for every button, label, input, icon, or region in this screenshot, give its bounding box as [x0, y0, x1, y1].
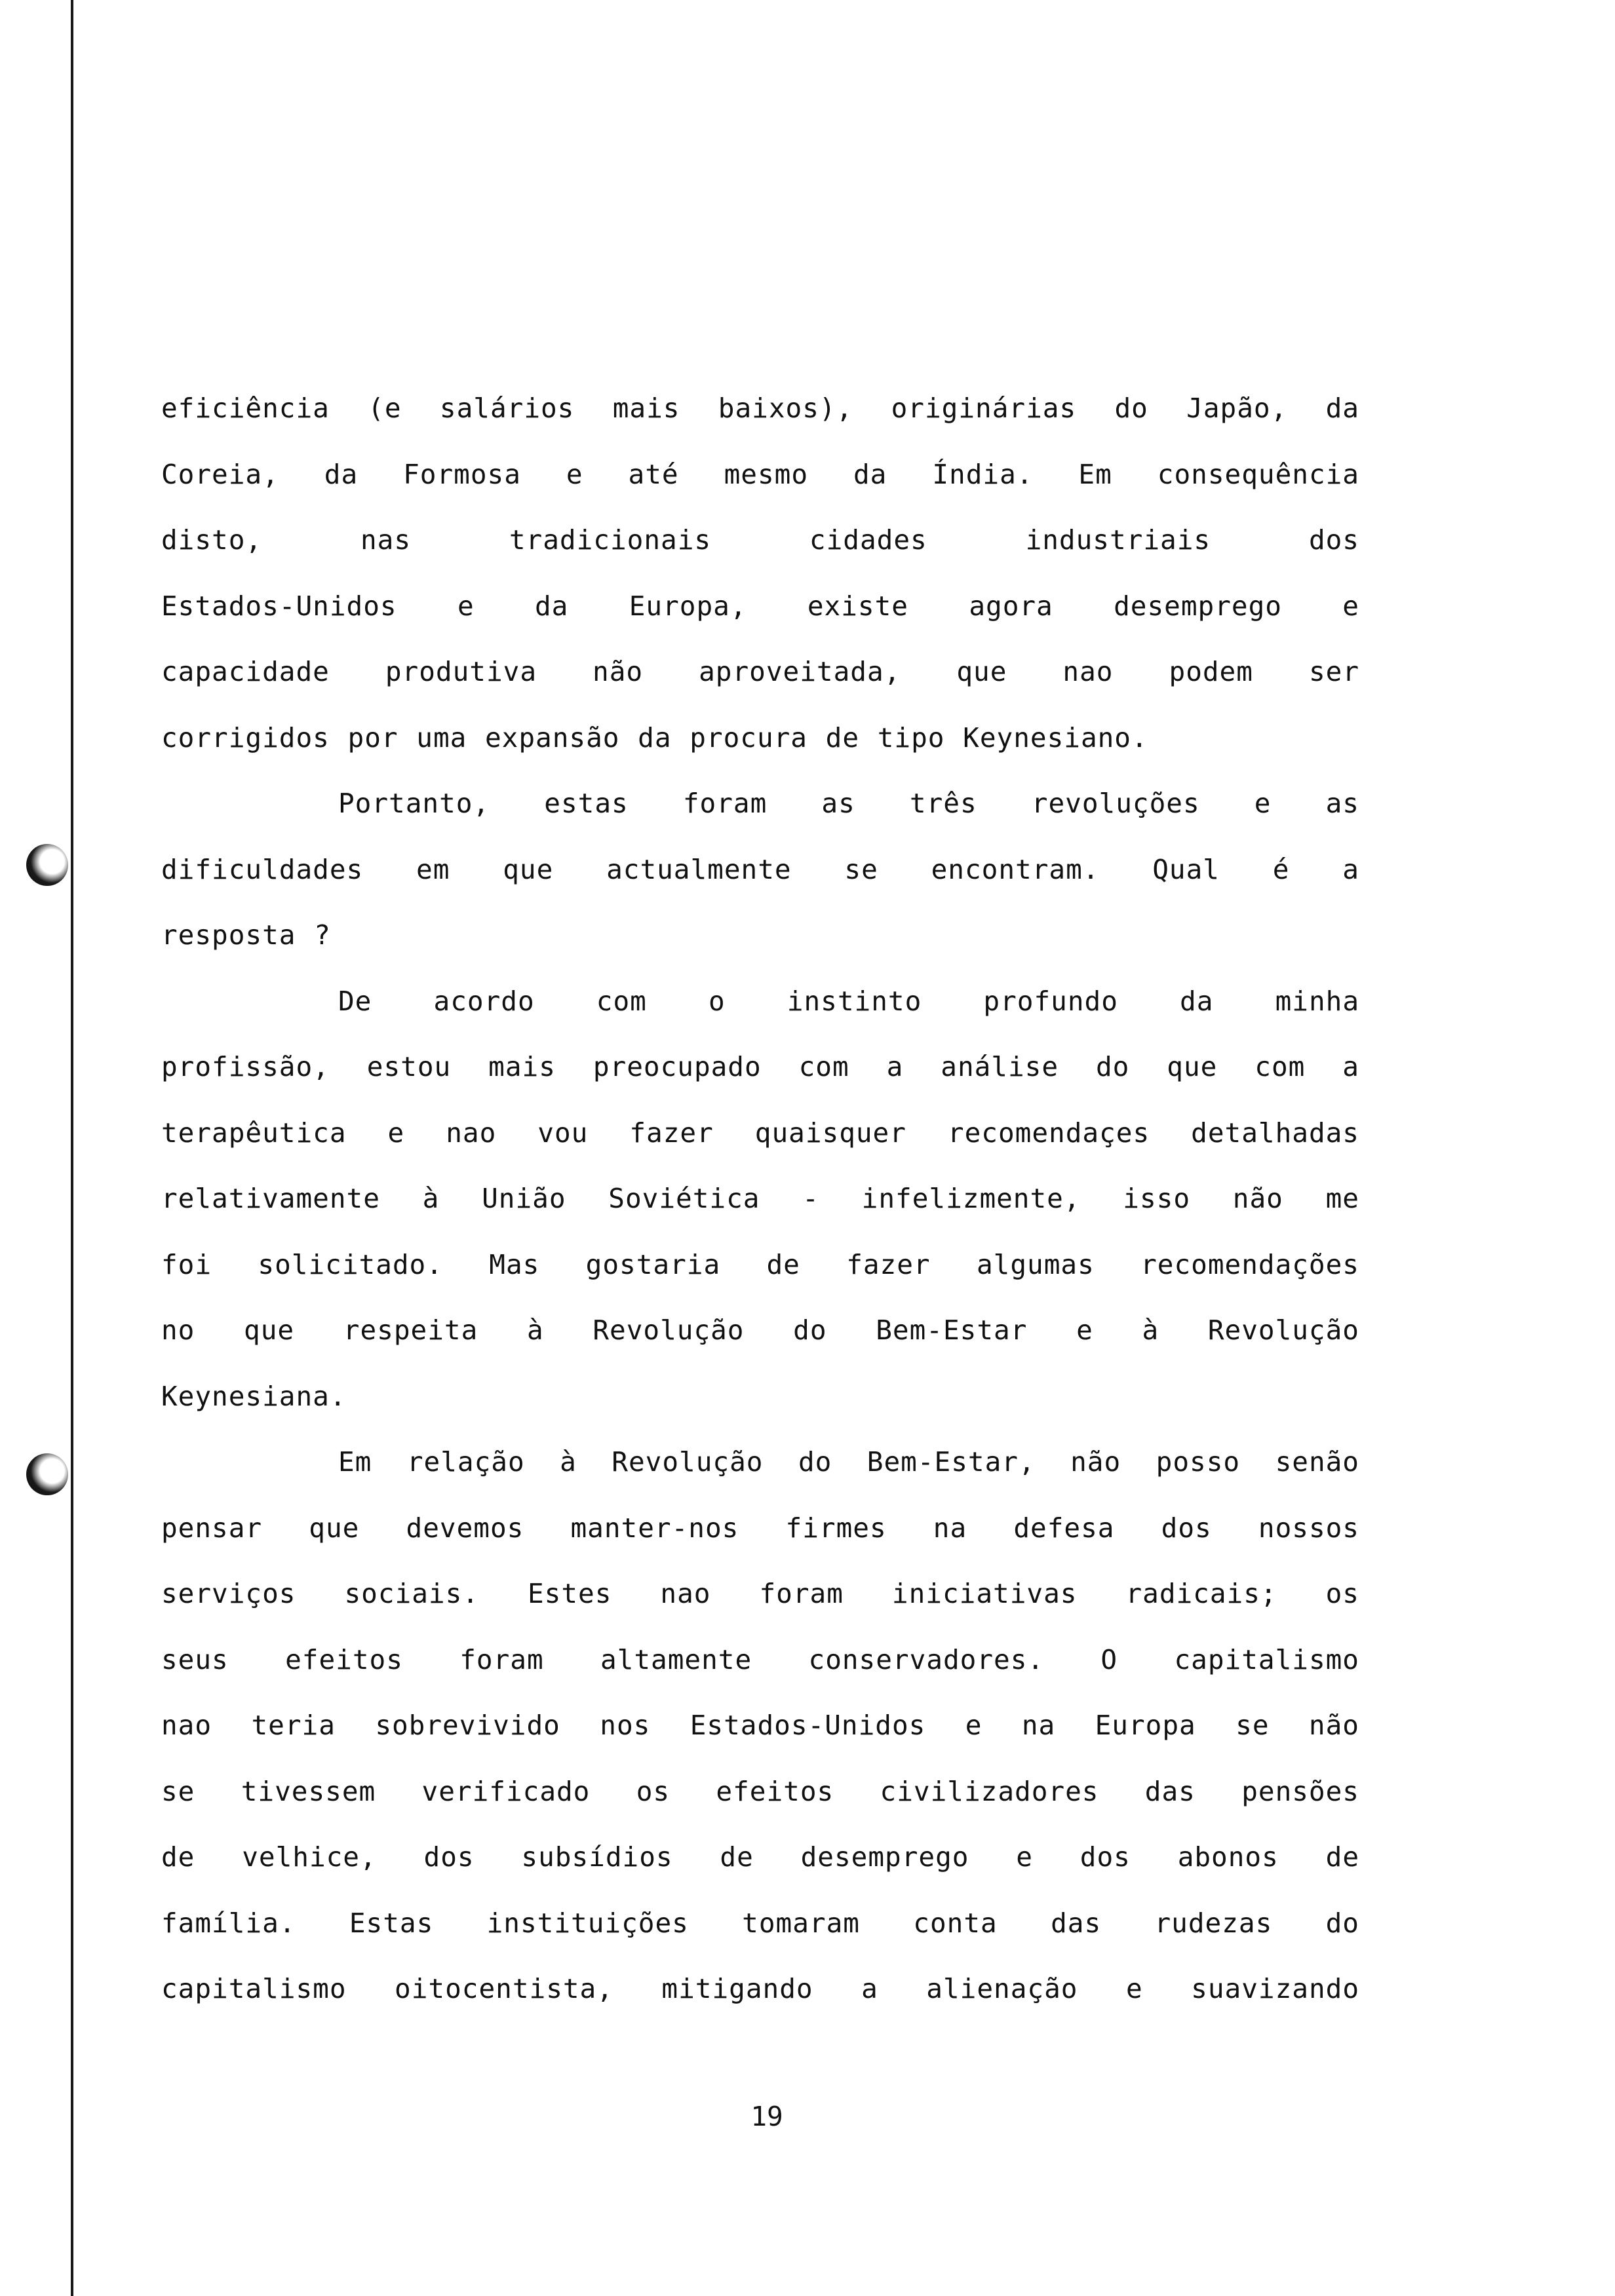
body-text [161, 385, 1359, 2032]
text-line: Coreia, da Formosa e até mesmo da Índia. Em consequência [161, 458, 1359, 490]
text-line: família. Estas instituições tomaram conta das rudezas do [161, 1907, 1359, 1939]
text-line: capacidade produtiva não aproveitada, que nao podem ser [161, 656, 1359, 687]
punch-hole-icon [26, 1453, 68, 1495]
text-line: disto, nas tradicionais cidades industriais dos [161, 524, 1359, 556]
text-line: terapêutica e nao vou fazer quaisquer recomendaçes detalhadas [161, 1117, 1359, 1149]
text-line: Keynesiana. [161, 1380, 347, 1412]
text-line: serviços sociais. Estes nao foram iniciativas radicais; os [161, 1578, 1359, 1609]
text-line: seus efeitos foram altamente conservadores. O capitalismo [161, 1643, 1359, 1675]
paragraph-start-line: Portanto, estas foram as três revoluções e as [338, 788, 1359, 819]
text-line: pensar que devemos manter-nos firmes na defesa dos nossos [161, 1512, 1359, 1544]
text-line: resposta ? [161, 919, 331, 951]
paragraph-start-line: Em relação à Revolução do Bem-Estar, não posso senão [338, 1446, 1359, 1478]
page-number: 19 [750, 2101, 783, 2132]
margin-rule [71, 0, 73, 2296]
text-line: Estados-Unidos e da Europa, existe agora desemprego e [161, 590, 1359, 622]
text-line: se tivessem verificado os efeitos civilizadores das pensões [161, 1775, 1359, 1807]
text-line: foi solicitado. Mas gostaria de fazer algumas recomendações [161, 1248, 1359, 1280]
text-line: profissão, estou mais preocupado com a análise do que com a [161, 1051, 1359, 1082]
text-line: de velhice, dos subsídios de desemprego e dos abonos de [161, 1841, 1359, 1873]
text-line: relativamente à União Soviética - infelizmente, isso não me [161, 1183, 1359, 1214]
punch-hole-icon [26, 844, 68, 886]
text-line: corrigidos por uma expansão da procura de tipo Keynesiano. [161, 721, 1148, 754]
text-line: dificuldades em que actualmente se encontram. Qual é a [161, 853, 1359, 885]
text-line: no que respeita à Revolução do Bem-Estar e à Revolução [161, 1314, 1359, 1346]
text-line: eficiência (e salários mais baixos), originárias do Japão, da [161, 392, 1359, 424]
text-line: capitalismo oitocentista, mitigando a alienação e suavizando [161, 1973, 1359, 2004]
paragraph-start-line: De acordo com o instinto profundo da minha [338, 985, 1359, 1017]
text-line: nao teria sobrevivido nos Estados-Unidos e na Europa se não [161, 1710, 1359, 1741]
